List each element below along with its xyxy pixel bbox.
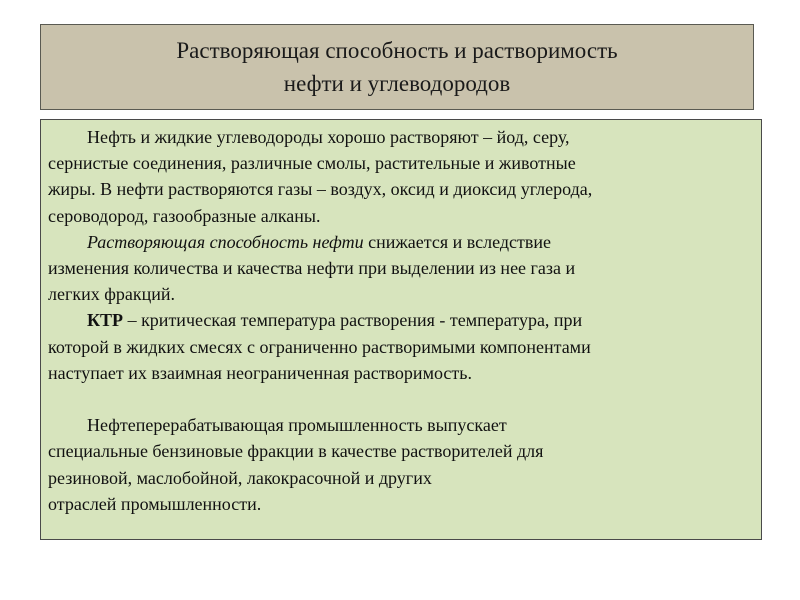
- paragraph-refining-industry: [48, 412, 751, 517]
- emphasis-dissolving-capacity: Растворяющая способность нефти: [87, 231, 364, 252]
- slide-title-line-2: нефти и углеводородов: [283, 71, 511, 96]
- paragraph-2-line-2: изменения количества и качества нефти при выделении из нее газа и: [48, 258, 576, 279]
- paragraph-3-line-1: [48, 307, 751, 333]
- paragraph-4-line-1: Нефтеперерабатывающая промышленность выпускает: [87, 415, 507, 436]
- paragraph-2-line-1-rest: снижается и вследствие: [363, 231, 551, 252]
- paragraph-2-line-1: [48, 229, 751, 255]
- term-ktr: КТР: [87, 310, 124, 331]
- paragraph-3-line-1-rest: – критическая температура растворения - температура, при: [123, 310, 583, 331]
- paragraph-ktr: [48, 307, 751, 386]
- paragraph-1-line-2: сернистые соединения, различные смолы, растительные и животные: [48, 153, 576, 174]
- slide-title-line-1: Растворяющая способность и растворимость: [176, 38, 618, 63]
- paragraph-3-line-2: которой в жидких смесях с ограниченно растворимыми компонентами: [48, 336, 591, 357]
- paragraph-4-line-2: специальные бензиновые фракции в качестве растворителей для: [48, 441, 544, 462]
- paragraph-4-line-3: резиновой, маслобойной, лакокрасочной и других: [48, 467, 432, 488]
- paragraph-4-line-4: отраслей промышленности.: [48, 493, 262, 514]
- slide-content-box: [40, 119, 762, 540]
- paragraph-solubility: [48, 124, 751, 229]
- paragraph-3-line-3: наступает их взаимная неограниченная растворимость.: [48, 362, 472, 383]
- paragraph-dissolving-capacity: [48, 229, 751, 308]
- paragraph-1-line-1: Нефть и жидкие углеводороды хорошо растворяют – йод, серу,: [87, 127, 570, 147]
- paragraph-spacer: [48, 386, 751, 412]
- paragraph-1-line-3: жиры. В нефти растворяются газы – воздух, оксид и диоксид углерода,: [48, 179, 593, 200]
- paragraph-1-line-4: сероводород, газообразные алканы.: [48, 205, 321, 226]
- paragraph-2-line-3: легких фракций.: [48, 284, 176, 305]
- slide-title-box: [40, 24, 754, 110]
